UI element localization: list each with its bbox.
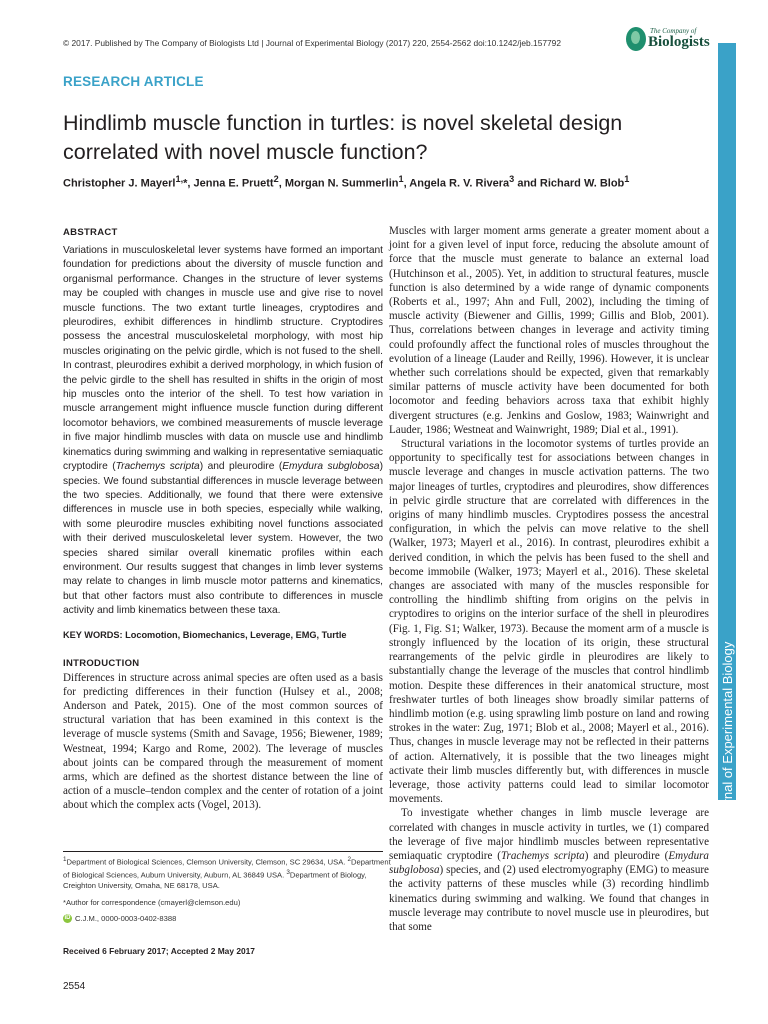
page-number: 2554 (63, 981, 86, 992)
orcid-text: C.J.M., 0000-0003-0402-8388 (75, 914, 177, 923)
introduction-paragraph-1: Differences in structure across animal species are often used as a basis for predicting differences in their function (Hulsey et al., 2008; Anderson and Patek, 2015). One of the most common sources of structural variation that has been examined in this context is the leverage of muscle systems (Smith and Savage, 1956; Biewener, 1989; Westneat, 1994; Kargo and Rome, 2002). The leverage of muscles about joints can be compared through the measurement of moment arms, which are defined as the shortest distance between the line of action of a muscle–tendon complex and the center of rotation of a joint about which the complex acts (Vogel, 2013). (63, 671, 383, 812)
introduction-heading: INTRODUCTION (63, 657, 140, 669)
left-column (63, 227, 383, 813)
keywords: KEY WORDS: Locomotion, Biomechanics, Leverage, EMG, Turtle (63, 629, 347, 640)
correspondence-note[interactable]: *Author for correspondence (cmayerl@clemson.edu) (63, 898, 241, 907)
publisher-logo[interactable] (626, 26, 716, 58)
author-list: Christopher J. Mayerl$^{1,}$*, Jenna E. Pruett$^2$, Morgan N. Summerlin$^1$, Angela R. V. Rivera$^3$ and Richard W. Blob$^1$ (63, 174, 630, 190)
orcid-icon: iD (64, 915, 71, 921)
journal-citation-line: © 2017. Published by The Company of Biologists Ltd | Journal of Experimental Biology (2017) 220, 2554-2562 doi:10.1242/jeb.157792 (63, 38, 561, 48)
author-affiliations: $^1$Department of Biological Sciences, Clemson University, Clemson, SC 29634, USA. $^2$Department of Biological Sciences, Auburn University, Auburn, AL 36849 USA. $^3$Department of Biology, Creighton University, Omaha, NE 68178, USA. (63, 856, 391, 890)
abstract-heading: ABSTRACT (63, 227, 118, 238)
journal-sidebar (718, 0, 736, 825)
introduction-paragraph-3: Structural variations in the locomotor systems of turtles provide an opportunity to specifically test for associations between changes in muscle leverage and changes in muscle activation patterns. The two major lineages of turtles, cryptodires and pleurodires, show differences in pelvic girdle structure that are correlated with differences in the origins of many hindlimb muscles. Cryptodires possess the ancestral configuration, in which the pelvis can move relative to the shell (Walker, 1973; Mayerl et al., 2016). In contrast, pleurodires exhibit a derived condition, in which the pelvis has been fused to the shell and become immobile (Walker, 1973; Mayerl et al., 2016). These skeletal changes are associated with many of the muscles responsible for controlling the hindlimb shifting from origins on the pelvis in cryptodires to origins on the interior surface of the shell in pleurodires (Fig. 1, Fig. S1; Walker, 1973). Because the moment arm of a muscle is strongly influenced by the location of its origin, these structural rearrangements of the pelvic girdle in pleurodires are likely to substantially change the leverage of the muscles that control hindlimb motion. Despite these differences in their anatomical structure, most freshwater turtles of both lineages show broadly similar patterns of hindlimb motion (e.g. using sprawling limb posture on land and rowing strokes in the water: Zug, 1971; Blob et al., 2008; Mayerl et al., 2016). Thus, changes in muscle leverage may not be reflected in their patterns of action. Alternatively, it is possible that the two lineages might activate their limb muscles differently but, with differences in muscle leverage, those activity patterns could lead to similar locomotor movements. (389, 438, 709, 806)
logo-text-big: Biologists (648, 34, 710, 50)
sidebar-journal-name: Journal of Experimental Biology (720, 641, 735, 825)
orcid-link[interactable] (63, 914, 176, 923)
article-title: Hindlimb muscle function in turtles: is novel skeletal design correlated with novel muscle function? (63, 111, 623, 164)
received-dates: Received 6 February 2017; Accepted 2 May 2017 (63, 946, 255, 956)
introduction-paragraph-2: Muscles with larger moment arms generate a greater moment about a joint for a given level of input force, reducing the absolute amount of force that the muscle must generate to balance an external load (Hutchinson et al., 2005). Yet, in addition to structural features, muscle function is also determined by a wide range of dynamic components (Roberts et al., 1997; Ahn and Full, 2002), including the timing of muscle activity (Biewener and Gillis, 1999; Gillis and Blob, 2001). Thus, correlations between changes in leverage and activity timing could profoundly affect the functional roles of muscles throughout the evolution of a lineage (Lauder and Reilly, 1996). However, it is unclear whether such correlations should be expected, given that remarkably similar patterns of muscle activity have been documented for both locomotor and feeding behaviors across taxa that exhibit highly divergent structures (e.g. Jenkins and Goslow, 1983; Wainwright and Lauder, 1986; Westneat and Wainwright, 1989; Dial et al., 1991). (389, 225, 709, 436)
logo-emblem-icon (626, 27, 646, 51)
article-type: RESEARCH ARTICLE (63, 74, 204, 89)
footnote-divider (63, 851, 383, 852)
abstract-text: Variations in musculoskeletal lever systems have formed an important foundation for predictions about the diversity of muscle function and organismal performance. Changes in the structure of lever systems may be coupled with changes in muscle use and give rise to novel muscle functions. The two extant turtle lineages, cryptodires and pleurodires, exhibit differences in hindlimb structure. Cryptodires possess the ancestral musculoskeletal morphology, with most hip muscles originating on the pelvic girdle, which is not fused to the shell. In contrast, pleurodires exhibit a derived morphology, in which fusion of the pelvic girdle to the shell has resulted in shifts in the origin of most hip muscles onto the interior of the shell. To test how variation in muscle arrangement might influence muscle function during different locomotor behaviors, we combined measurements of muscle leverage in five major hindlimb muscles with data on muscle use and hindlimb kinematics during swimming and walking in representative semiaquatic cryptodire (Trachemys scripta) and pleurodire (Emydura subglobosa) species. We found substantial differences in muscle leverage between the two species. Additionally, we found that there were extensive differences in muscle use in both species, especially while walking, with some pleurodire muscles exhibiting novel functions associated with their derived musculoskeletal lever system. However, the two species shared similar overall kinematic profiles within each environment. Our results suggest that changes in limb lever systems may relate to changes in limb muscle motor patterns and kinematics, but that other factors must also contribute to differences in muscle activity and limb kinematics between these taxa. (63, 245, 383, 617)
logo-text-small: The Company of (650, 27, 697, 35)
right-column (389, 224, 709, 934)
introduction-paragraph-4: To investigate whether changes in limb muscle leverage are correlated with changes in muscle activity in turtles, we (1) compared the leverage of five major hindlimb muscles between representative semiaquatic cryptodire (Trachemys scripta) and pleurodire (Emydura subglobosa) species, and (2) used electromyography (EMG) to measure the activity patterns of these muscles while (3) recording hindlimb kinematics during swimming and walking. We found that changes in muscle leverage may contribute to novel muscle use in pleurodires, but that some (389, 807, 709, 933)
